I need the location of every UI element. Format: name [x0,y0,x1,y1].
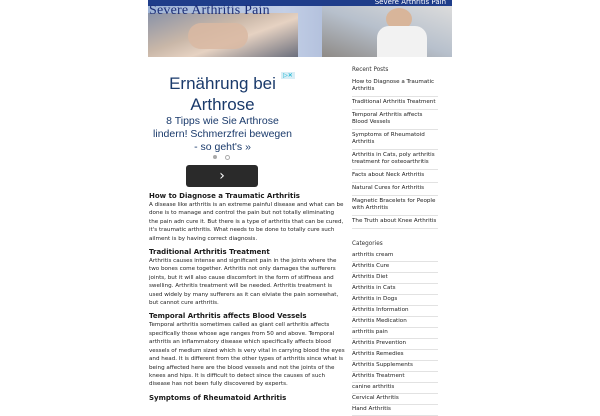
categories-heading: Categories [352,241,383,247]
post-title-link[interactable]: How to Diagnose a Traumatic Arthritis [149,192,300,200]
recent-post-link[interactable]: Traditional Arthritis Treatment [352,97,438,110]
recent-post-link[interactable]: Facts about Neck Arthritis [352,170,438,183]
post-title-link[interactable]: Temporal Arthritis affects Blood Vessels [149,312,307,321]
category-link[interactable]: Arthritis Remedies [352,350,438,361]
post-excerpt: Temporal arthritis sometimes called as giant cell arthritis affects specifically those whose age ranges from 50 and above. Temporal arthritis an inflammatory disease which specifically affects blood vessels of medium sized which is very vital in carrying blood the eyes and head. It is different from the other types of arthritis since what is being affected here are the blood vessels and not the joints of the knees and hips. It is difficult to detect since the causes of such disease has not been fully discovered by experts. [149,322,345,388]
recent-post-link[interactable]: Magnetic Bracelets for People with Arthritis [352,196,438,216]
recent-post-link[interactable]: The Truth about Knee Arthritis [352,216,438,229]
category-link[interactable]: arthritis pain [352,328,438,339]
header-photo-person-body [377,26,427,57]
categories-list [352,251,438,416]
recent-post-link[interactable]: Natural Cures for Arthritis [352,183,438,196]
ad-headline[interactable]: Ernährung bei Arthrose [169,74,276,114]
category-link[interactable]: arthritis cream [352,251,438,262]
category-link[interactable]: Arthritis Information [352,306,438,317]
category-link[interactable]: Arthritis Medication [352,317,438,328]
recent-posts-heading: Recent Posts [352,67,389,73]
recent-post-link[interactable]: How to Diagnose a Traumatic Arthritis [352,77,438,97]
site-tagline: Severe Arthritis Pain [372,0,449,6]
recent-posts-list [352,77,438,229]
category-link[interactable]: Arthritis Diet [352,273,438,284]
ad-choices-icon[interactable]: ▷✕ [281,72,295,79]
post [149,312,345,388]
sidebar [352,66,438,416]
ad-carousel-dot-active[interactable] [213,155,217,159]
ad-next-button[interactable] [186,165,258,187]
main-content [149,192,345,408]
post [149,192,345,243]
category-link[interactable]: canine arthritis [352,383,438,394]
post [149,394,345,403]
post-excerpt: Arthritis causes intense and significant pain in the joints where the two bones come together. Arthritis not only damages the sufferers joints, but it will also cause discomfort in the form of stiffness and swelling. Arthritis treatment will be needed. Arthritis treatment is used widely by many sufferers as it can elviate the pain somewhat, but cannot cure arthritis. [149,258,339,307]
category-link[interactable]: Arthritis Prevention [352,339,438,350]
chevron-right-icon: › [219,168,225,184]
recent-post-link[interactable]: Arthritis in Cats, poly arthritis treatment for osteoarthritis [352,150,438,170]
post-title-link[interactable]: Traditional Arthritis Treatment [149,248,270,257]
category-link[interactable]: Arthritis Treatment [352,372,438,383]
header-photo-hands [148,13,298,57]
category-link[interactable]: Cervical Arthritis [352,394,438,405]
post-excerpt: A disease like arthritis is an extreme painful disease and what can be done is to manage and control the pain but not totally eliminating the pain adn cure it. But there is a type of arthritis that can be cured, it's traumatic arthritis. What needs to be done to totally cure such ailment is by having correct diagnosis. [149,202,344,242]
category-link[interactable]: Arthritis in Dogs [352,295,438,306]
post-title-link[interactable]: Symptoms of Rheumatoid Arthritis [149,393,287,402]
post [149,248,345,307]
category-link[interactable]: Arthritis in Cats [352,284,438,295]
site-title[interactable]: Severe Arthritis Pain [149,3,270,18]
category-link[interactable]: Hand Arthritis [352,405,438,416]
recent-post-link[interactable]: Temporal Arthritis affects Blood Vessels [352,110,438,130]
category-link[interactable]: Arthritis Cure [352,262,438,273]
ad-body-text[interactable]: 8 Tipps wie Sie Arthrose lindern! Schmerzfrei bewegen - so geht's » [153,115,292,153]
site-wrapper [148,0,452,57]
ad-carousel-dot[interactable] [225,155,230,160]
recent-post-link[interactable]: Symptoms of Rheumatoid Arthritis [352,130,438,150]
category-link[interactable]: Arthritis Supplements [352,361,438,372]
site-header [148,0,452,57]
